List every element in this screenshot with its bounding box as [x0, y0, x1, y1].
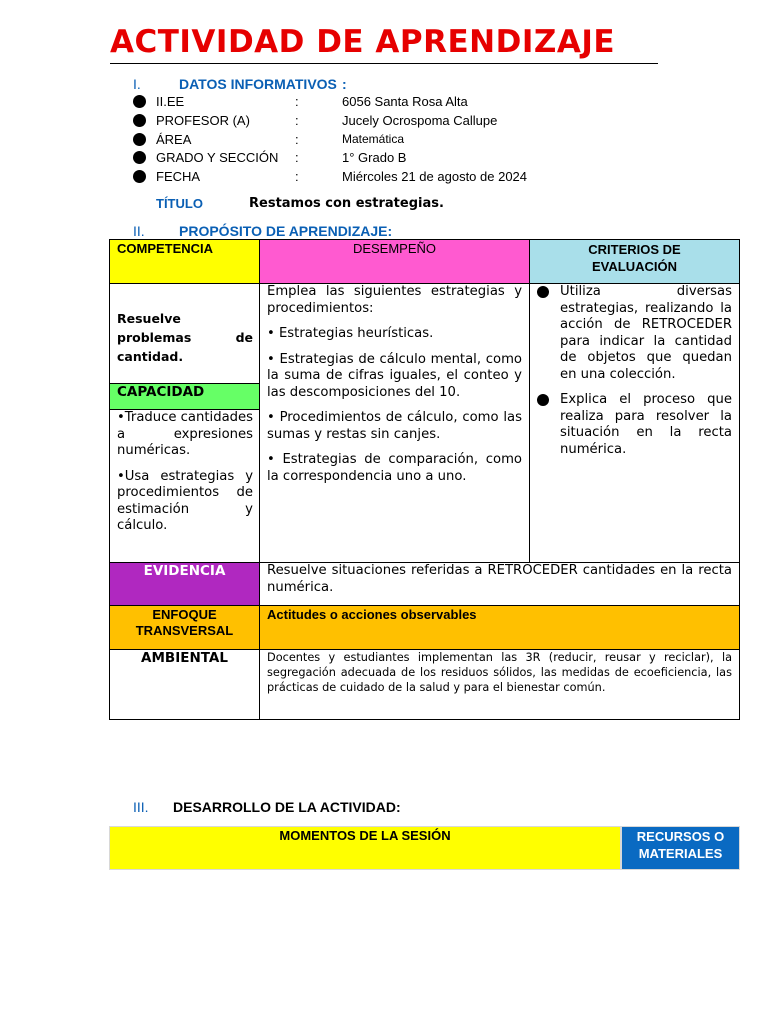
bullet-icon [537, 394, 549, 406]
criterio-text: Utiliza diversas estrategias, realizando la acción de RETROCEDER para indicar la cantidad de objetos que quedan en una colección. [560, 284, 732, 382]
recursos-header-line1: RECURSOS O [636, 829, 725, 844]
info-colon: : [295, 149, 299, 165]
info-value: 6056 Santa Rosa Alta [342, 93, 468, 109]
info-value: 1° Grado B [342, 149, 407, 165]
evidencia-cell [259, 562, 740, 606]
actitudes-cell [259, 649, 740, 720]
momentos-header [109, 826, 621, 870]
criterios-header [529, 239, 740, 284]
info-row-profesor [130, 111, 610, 129]
desempeno-item: Emplea las siguientes estrategias y procedimientos: [267, 284, 522, 316]
desempeno-item: • Estrategias heurísticas. [267, 326, 434, 341]
competencia-cell [109, 283, 260, 384]
desempeno-item: • Estrategias de cálculo mental, como la suma de cifras iguales, el conteo y las descomposiciones del 10. [267, 351, 522, 400]
section2-number: II. [133, 223, 145, 239]
actitudes-header [259, 605, 740, 650]
desempeno-item: • Procedimientos de cálculo, como las sumas y restas sin canjes. [267, 410, 522, 442]
info-label: ÁREA [156, 131, 192, 147]
info-label: FECHA [156, 168, 201, 184]
desempeno-cell [259, 283, 530, 563]
evidencia-header [109, 562, 260, 606]
section3-heading: DESARROLLO DE LA ACTIVIDAD: [173, 799, 401, 815]
learning-purpose-table [109, 239, 740, 720]
info-row-iiee [130, 92, 610, 110]
criterios-cell [529, 283, 740, 563]
info-row-area [130, 130, 610, 148]
criterio-text: Explica el proceso que realiza para resolver la situación en la recta numérica. [560, 392, 732, 457]
actitudes-header-text: Actitudes o acciones observables [267, 607, 477, 622]
desempeno-header [259, 239, 530, 284]
bullet-icon [133, 151, 146, 164]
enfoque-header [109, 605, 260, 650]
section3-number: III. [133, 799, 149, 815]
bullet-icon [133, 133, 146, 146]
section1-number: I. [133, 76, 141, 92]
enfoque-text: AMBIENTAL [141, 650, 228, 666]
enfoque-header-line1: ENFOQUE [152, 607, 217, 622]
bullet-icon [537, 286, 549, 298]
info-row-fecha [130, 167, 610, 185]
capacidad-header [109, 383, 260, 410]
section2-heading: PROPÓSITO DE APRENDIZAJE: [179, 223, 393, 239]
info-colon: : [295, 93, 299, 109]
bullet-icon [133, 114, 146, 127]
info-value: Miércoles 21 de agosto de 2024 [342, 168, 528, 184]
info-colon: : [295, 112, 299, 128]
desempeno-header-text: DESEMPEÑO [352, 241, 437, 256]
enfoque-cell [109, 649, 260, 720]
criterios-header-line1: CRITERIOS DE [588, 242, 681, 257]
section1-heading: DATOS INFORMATIVOS [179, 76, 337, 92]
capacidad-item: •Traduce cantidades a expresiones numéricas. [117, 410, 254, 458]
bullet-icon [133, 170, 146, 183]
recursos-header [621, 826, 740, 870]
bullet-icon [133, 95, 146, 108]
info-row-grado [130, 148, 610, 166]
competencia-header-text: COMPETENCIA [117, 241, 214, 256]
titulo-label: TÍTULO [156, 196, 203, 211]
capacidad-cell [109, 409, 260, 563]
criterio-item [537, 284, 732, 383]
section1-colon: : [342, 76, 347, 92]
capacidad-item: •Usa estrategias y procedimientos de estimación y cálculo. [117, 468, 253, 533]
info-label: GRADO Y SECCIÓN [156, 149, 279, 165]
info-label: II.EE [156, 93, 185, 109]
momentos-header-text: MOMENTOS DE LA SESIÓN [279, 828, 451, 843]
info-colon: : [295, 131, 299, 147]
criterio-item [537, 392, 732, 458]
capacidad-header-text: CAPACIDAD [117, 384, 205, 400]
desempeno-item: • Estrategias de comparación, como la correspondencia uno a uno. [267, 452, 522, 484]
info-label: PROFESOR (A) [156, 112, 250, 128]
info-colon: : [295, 168, 299, 184]
recursos-header-line2: MATERIALES [638, 846, 723, 861]
evidencia-header-text: EVIDENCIA [143, 563, 226, 579]
competencia-header [109, 239, 260, 284]
competencia-text: Resuelve problemas de cantidad. [117, 311, 253, 364]
actitudes-text: Docentes y estudiantes implementan las 3R (reducir, reusar y reciclar), la segregación adecuada de los residuos sólidos, las medidas de ecoeficiencia, las prácticas de cuidado de la salud y para el bienestar común. [267, 651, 732, 694]
info-value: Matemática [342, 132, 405, 146]
enfoque-header-line2: TRANSVERSAL [135, 623, 234, 638]
document-title: ACTIVIDAD DE APRENDIZAJE [110, 24, 616, 60]
evidencia-text: Resuelve situaciones referidas a RETROCEDER cantidades en la recta numérica. [267, 563, 732, 595]
title-underline [110, 63, 658, 64]
titulo-value: Restamos con estrategias. [249, 196, 444, 211]
info-value: Jucely Ocrospoma Callupe [342, 112, 498, 128]
criterios-header-line2: EVALUACIÓN [592, 259, 677, 274]
